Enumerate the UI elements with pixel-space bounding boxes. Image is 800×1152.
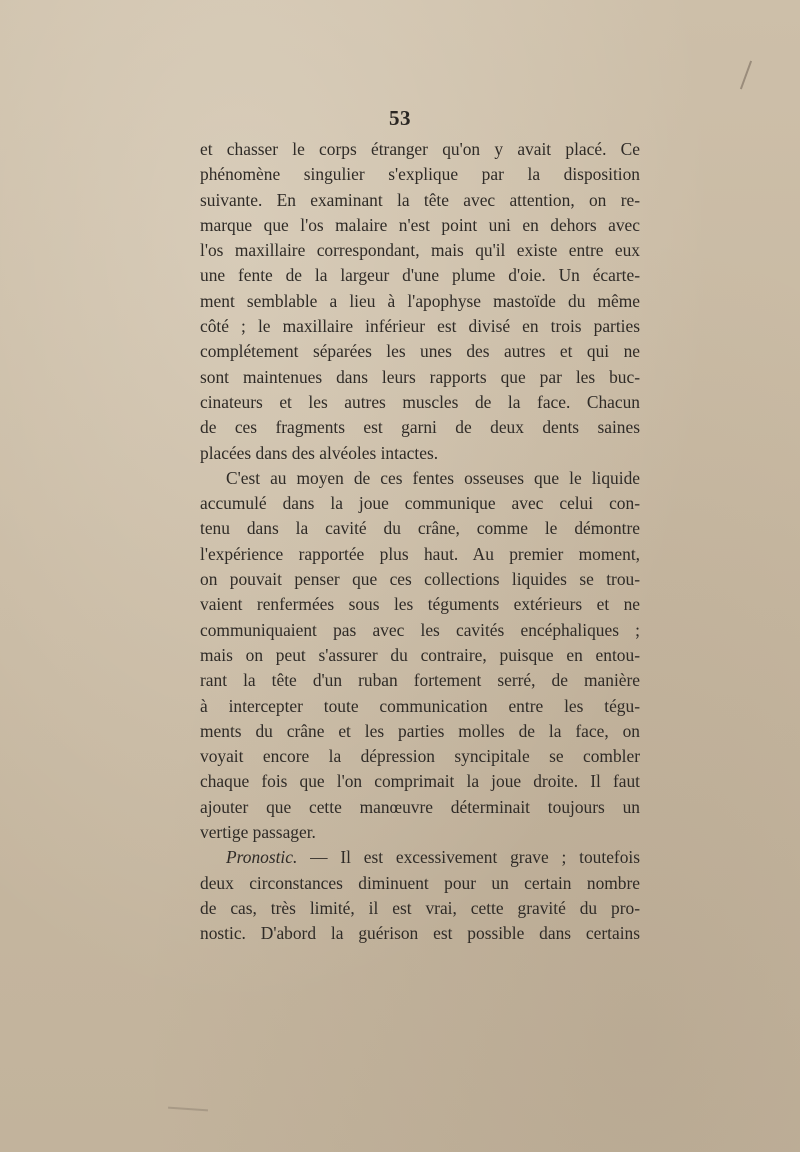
text-line: nostic. D'abord la guérison est possible dans certains	[200, 923, 640, 944]
text-line: et chasser le corps étranger qu'on y avait placé. Ce	[200, 139, 640, 159]
text-line: une fente de la largeur d'une plume d'oie. Un écarte-	[200, 265, 640, 286]
text-line: à intercepter toute communication entre les tégu-	[200, 695, 640, 716]
text-line: l'expérience rapportée plus haut. Au premier moment,	[200, 543, 640, 564]
text-line: ajouter que cette manœuvre déterminait toujours un	[200, 796, 640, 817]
text-line: complétement séparées les unes des autres et qui ne	[200, 341, 640, 362]
paper-scratch	[168, 1107, 208, 1112]
text-line: C'est au moyen de ces fentes osseuses que le liquide	[226, 467, 640, 488]
text-line: côté ; le maxillaire inférieur est divisé en trois parties	[200, 316, 640, 337]
text-line: cinateurs et les autres muscles de la face. Chacun	[200, 391, 640, 412]
text-line: mais on peut s'assurer du contraire, puisque en entou-	[200, 644, 640, 665]
text-line: suivante. En examinant la tête avec attention, on re-	[200, 189, 640, 210]
pronostic-heading: Pronostic.	[226, 847, 298, 868]
body-text	[200, 137, 640, 947]
text-line: chaque fois que l'on comprimait la joue droite. Il faut	[200, 771, 640, 792]
text-line: l'os maxillaire correspondant, mais qu'il existe entre eux	[200, 240, 640, 261]
text-line: ments du crâne et les parties molles de la face, on	[200, 720, 640, 741]
text-line: voyait encore la dépression syncipitale se combler	[200, 746, 640, 767]
text-line: communiquaient pas avec les cavités encéphaliques ;	[200, 619, 640, 640]
paper-scratch	[740, 61, 752, 90]
text-line: vertige passager.	[200, 822, 316, 843]
text-line: phénomène singulier s'explique par la disposition	[200, 164, 640, 185]
text-line: de ces fragments est garni de deux dents saines	[200, 417, 640, 438]
text-line: on pouvait penser que ces collections liquides se trou-	[200, 569, 640, 590]
page-number: 53	[389, 106, 411, 130]
text-line: accumulé dans la joue communique avec celui con-	[200, 493, 640, 514]
text-line: sont maintenues dans leurs rapports que par les buc-	[200, 366, 640, 387]
pronostic-line-text: — Il est excessivement grave ; toutefois	[297, 847, 640, 868]
text-line: placées dans des alvéoles intactes.	[200, 442, 439, 463]
pronostic-line	[200, 845, 640, 870]
text-line: rant la tête d'un ruban fortement serré, de manière	[200, 670, 640, 691]
text-line: de cas, très limité, il est vrai, cette gravité du pro-	[200, 897, 640, 918]
text-line: deux circonstances diminuent pour un certain nombre	[200, 872, 640, 893]
text-line: vaient renfermées sous les téguments extérieurs et ne	[200, 594, 640, 615]
text-line: tenu dans la cavité du crâne, comme le démontre	[200, 518, 640, 539]
text-line: ment semblable a lieu à l'apophyse mastoïde du même	[200, 290, 640, 311]
text-line: marque que l'os malaire n'est point uni en dehors avec	[200, 214, 640, 235]
